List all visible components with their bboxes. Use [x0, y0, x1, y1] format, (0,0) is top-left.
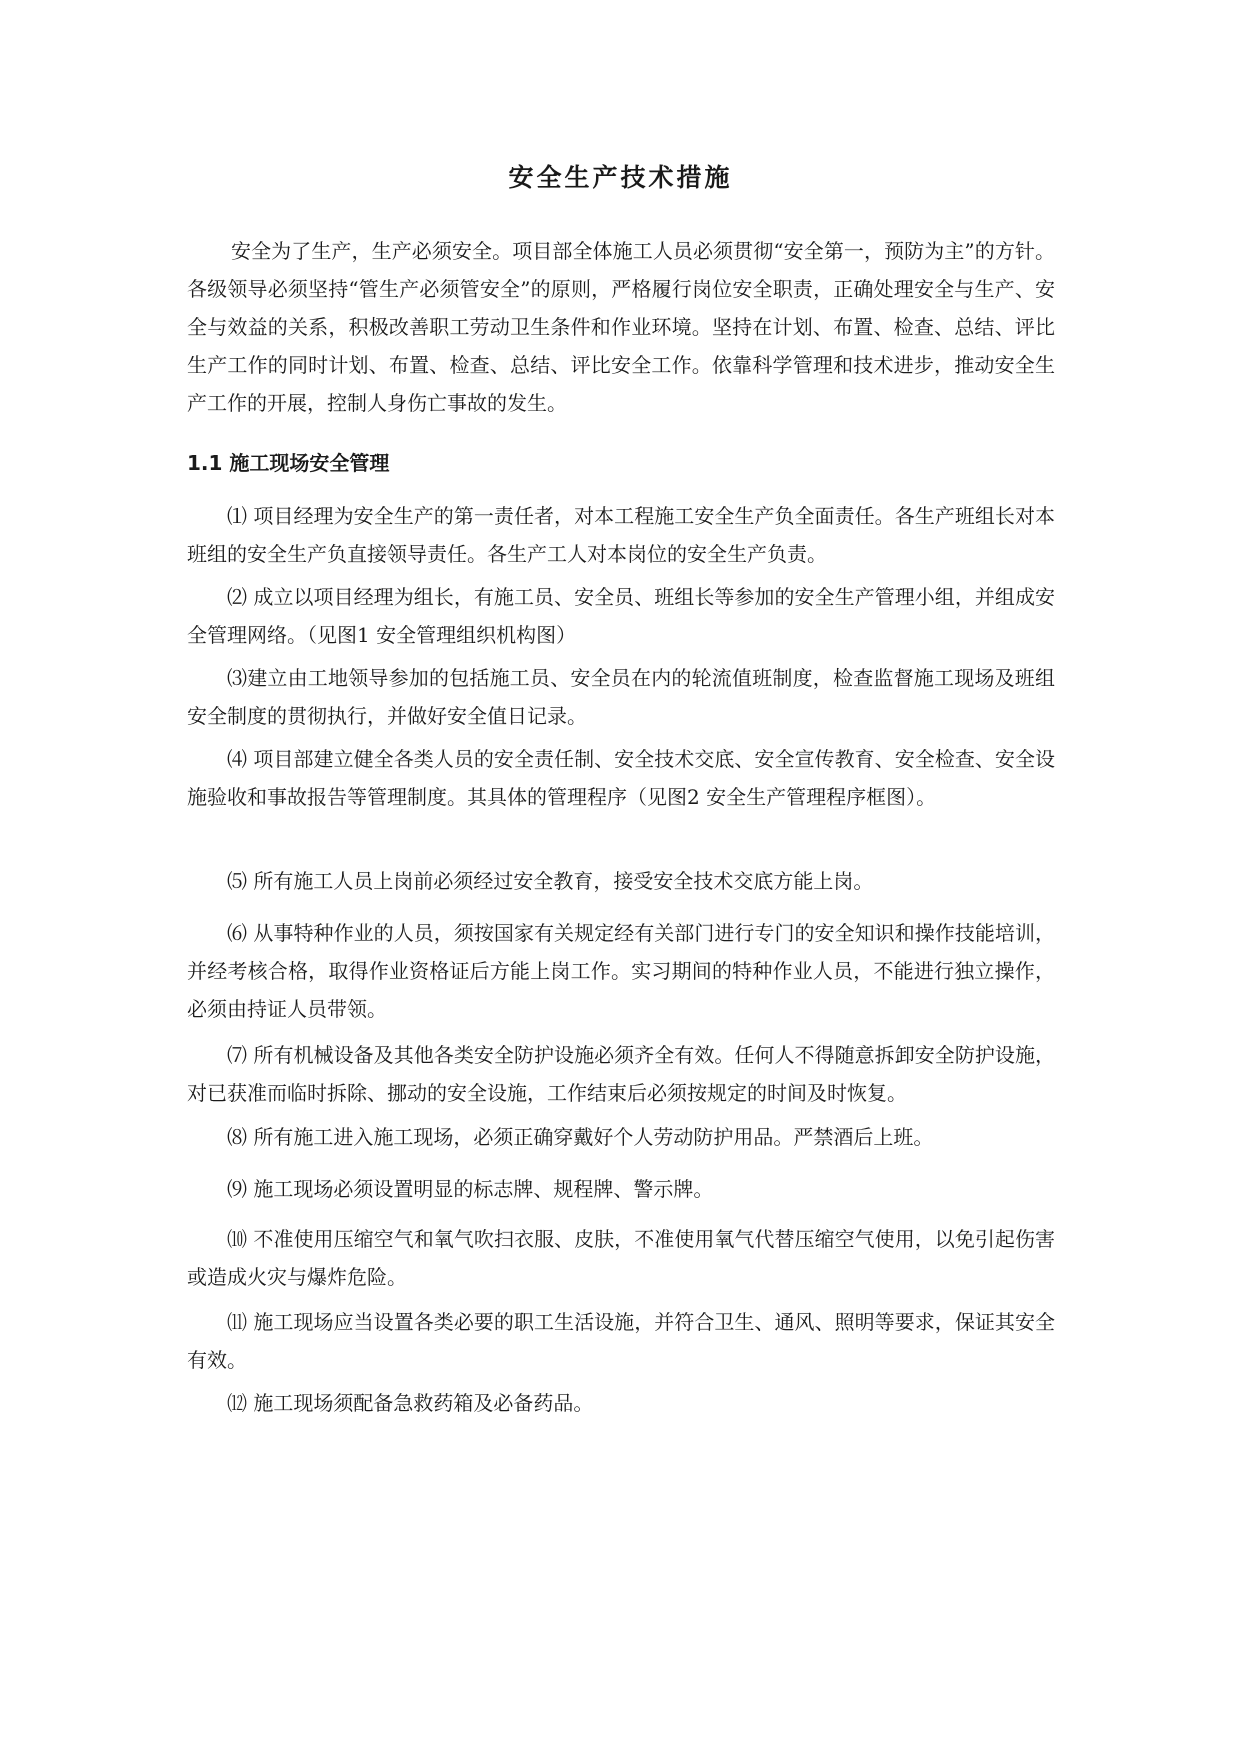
list-item-2: ⑵ 成立以项目经理为组长，有施工员、安全员、班组长等参加的安全生产管理小组，并组成安全管理网络。（见图1 安全管理组织机构图） — [187, 585, 1055, 647]
list-item-7: ⑺ 所有机械设备及其他各类安全防护设施必须齐全有效。任何人不得随意拆卸安全防护设施，对已获准而临时拆除、挪动的安全设施，工作结束后必须按规定的时间及时恢复。 — [187, 1043, 1055, 1105]
list-item-9: ⑼ 施工现场必须设置明显的标志牌、规程牌、警示牌。 — [227, 1177, 714, 1201]
list-item-5: ⑸ 所有施工人员上岗前必须经过安全教育，接受安全技术交底方能上岗。 — [227, 869, 874, 893]
list-item-6: ⑹ 从事特种作业的人员，须按国家有关规定经有关部门进行专门的安全知识和操作技能培训，并经考核合格，取得作业资格证后方能上岗工作。实习期间的特种作业人员，不能进行独立操作，必须由持证人员带领。 — [187, 921, 1055, 1021]
list-item-3: ⑶建立由工地领导参加的包括施工员、安全员在内的轮流值班制度，检查监督施工现场及班组安全制度的贯彻执行，并做好安全值日记录。 — [187, 666, 1055, 728]
document-title: 安全生产技术措施 — [508, 163, 733, 192]
list-item-1: ⑴ 项目经理为安全生产的第一责任者，对本工程施工安全生产负全面责任。各生产班组长对本班组的安全生产负直接领导责任。各生产工人对本岗位的安全生产负责。 — [187, 504, 1055, 566]
list-item-12: ⑿ 施工现场须配备急救药箱及必备药品。 — [227, 1391, 594, 1415]
list-item-4: ⑷ 项目部建立健全各类人员的安全责任制、安全技术交底、安全宣传教育、安全检查、安全设施验收和事故报告等管理制度。其具体的管理程序（见图2 安全生产管理程序框图）。 — [187, 747, 1055, 809]
intro-paragraph: 安全为了生产，生产必须安全。项目部全体施工人员必须贯彻“安全第一，预防为主”的方针。各级领导必须坚持“管生产必须管安全”的原则，严格履行岗位安全职责，正确处理安全与生产、安全与效益的关系，积极改善职工劳动卫生条件和作业环境。坚持在计划、布置、检查、总结、评比生产工作的同时计划、布置、检查、总结、评比安全工作。依靠科学管理和技术进步，推动安全生产工作的开展，控制人身伤亡事故的发生。 — [187, 239, 1055, 415]
section-heading: 1.1 施工现场安全管理 — [187, 451, 390, 475]
list-item-8: ⑻ 所有施工进入施工现场，必须正确穿戴好个人劳动防护用品。严禁酒后上班。 — [227, 1125, 934, 1149]
list-item-11: ⑾ 施工现场应当设置各类必要的职工生活设施，并符合卫生、通风、照明等要求，保证其安全有效。 — [187, 1310, 1055, 1372]
list-item-10: ⑽ 不准使用压缩空气和氧气吹扫衣服、皮肤，不准使用氧气代替压缩空气使用，以免引起伤害或造成火灾与爆炸危险。 — [187, 1227, 1055, 1289]
